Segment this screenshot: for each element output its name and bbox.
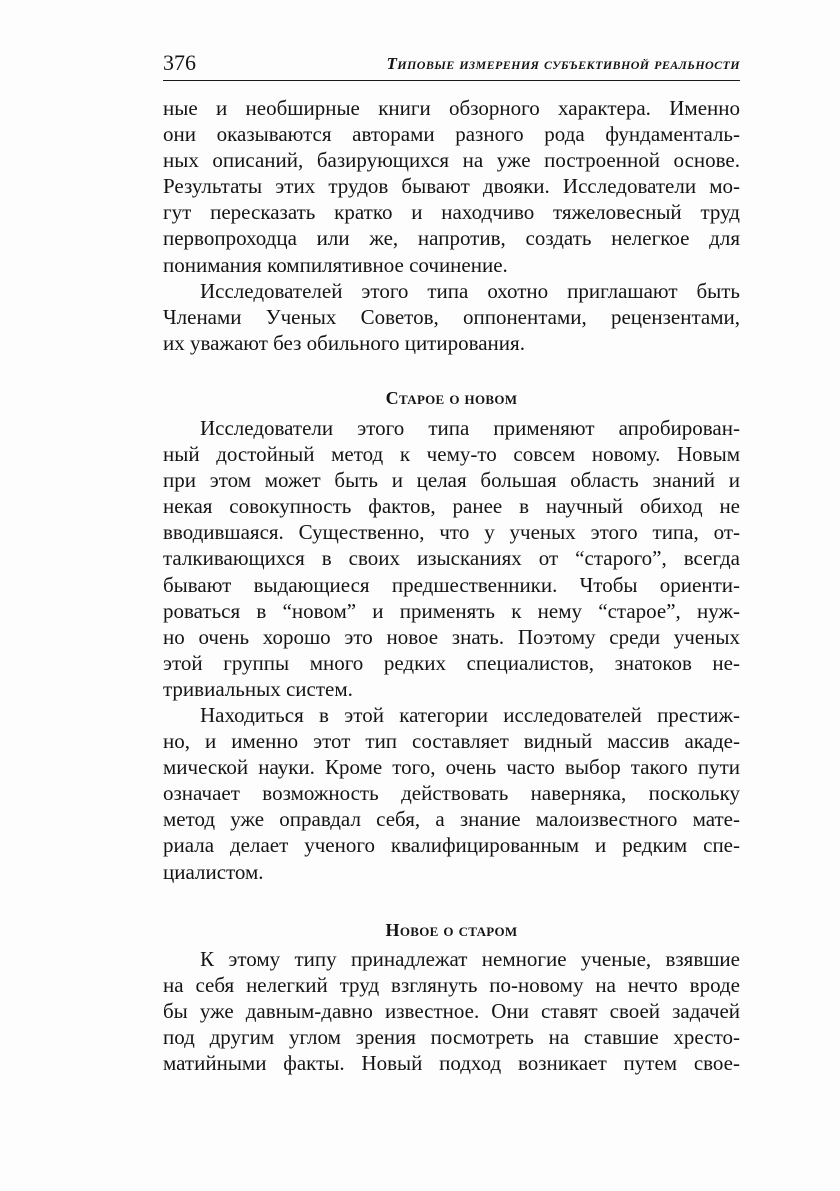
text-line: их уважают без обильного цитирования. — [163, 330, 525, 355]
text-line: означает возможность действовать наверняка, поскольку — [163, 781, 740, 806]
text-line: мической науки. Кроме того, очень часто выбор такого пути — [163, 755, 740, 780]
text-line: Исследователей этого типа охотно приглашают быть — [200, 278, 740, 303]
text-line: Членами Ученых Советов, оппонентами, рецензентами, — [163, 304, 740, 329]
paragraph — [163, 415, 740, 702]
text-line: на себя нелегкий труд взглянуть по-новому на нечто вроде — [163, 972, 740, 997]
text-line: К этому типу принадлежат немногие ученые, взявшие — [200, 946, 740, 971]
text-line: талкивающихся в своих изысканиях от “старого”, всегда — [163, 546, 740, 571]
text-line: но очень хорошо это новое знать. Поэтому среди ученых — [163, 624, 740, 649]
text-line: понимания компилятивное сочинение. — [163, 252, 508, 277]
text-line: гут пересказать кратко и находчиво тяжеловесный труд — [163, 200, 740, 225]
page-body — [163, 95, 740, 1076]
paragraph — [163, 702, 740, 885]
text-line: некая совокупность фактов, ранее в научный обиход не — [163, 494, 740, 519]
text-line: Находиться в этой категории исследователей престиж- — [200, 702, 740, 727]
text-line: вводившаяся. Существенно, что у ученых этого типа, от- — [163, 520, 740, 545]
text-line: они оказываются авторами разного рода фундаменталь- — [163, 122, 740, 147]
text-line: риала делает ученого квалифицированным и редким спе- — [163, 833, 740, 858]
section-heading-old-about-new: Старое о новом — [385, 387, 518, 408]
text-line: но, и именно этот тип составляет видный массив акаде- — [163, 729, 740, 754]
text-line: матийными факты. Новый подход возникает путем свое- — [163, 1051, 740, 1075]
text-line: ных описаний, базирующихся на уже построенной основе. — [163, 148, 740, 173]
section-heading-new-about-old: Новое о старом — [385, 919, 518, 940]
header-rule — [163, 80, 740, 81]
text-line: ный достойный метод к чему-то совсем новому. Новым — [163, 442, 740, 467]
paragraph — [163, 278, 740, 356]
page-number: 376 — [163, 50, 196, 75]
text-line: этой группы много редких специалистов, знатоков не- — [163, 650, 740, 675]
text-line: первопроходца или же, напротив, создать нелегкое для — [163, 226, 740, 251]
text-line: тривиальных систем. — [163, 676, 353, 701]
paragraph — [163, 946, 740, 1076]
text-line: роваться в “новом” и применять к нему “старое”, нуж- — [163, 598, 740, 623]
text-line: метод уже оправдал себя, а знание малоизвестного мате- — [163, 807, 740, 832]
text-line: циалистом. — [163, 859, 264, 884]
text-line: Исследователи этого типа применяют апробирован- — [200, 415, 740, 440]
running-title: Типовые измерения субъективной реальности — [386, 54, 740, 73]
text-line: бы уже давным-давно известное. Они ставят своей задачей — [163, 998, 740, 1023]
text-line: под другим углом зрения посмотреть на ставшие хресто- — [163, 1024, 740, 1049]
text-line: при этом может быть и целая большая область знаний и — [163, 468, 740, 493]
text-line: бывают выдающиеся предшественники. Чтобы ориенти- — [163, 572, 740, 597]
running-header — [163, 50, 740, 80]
text-line: Результаты этих трудов бывают двояки. Исследователи мо- — [163, 174, 740, 199]
paragraph — [163, 95, 740, 278]
text-line: ные и необширные книги обзорного характера. Именно — [163, 96, 740, 120]
